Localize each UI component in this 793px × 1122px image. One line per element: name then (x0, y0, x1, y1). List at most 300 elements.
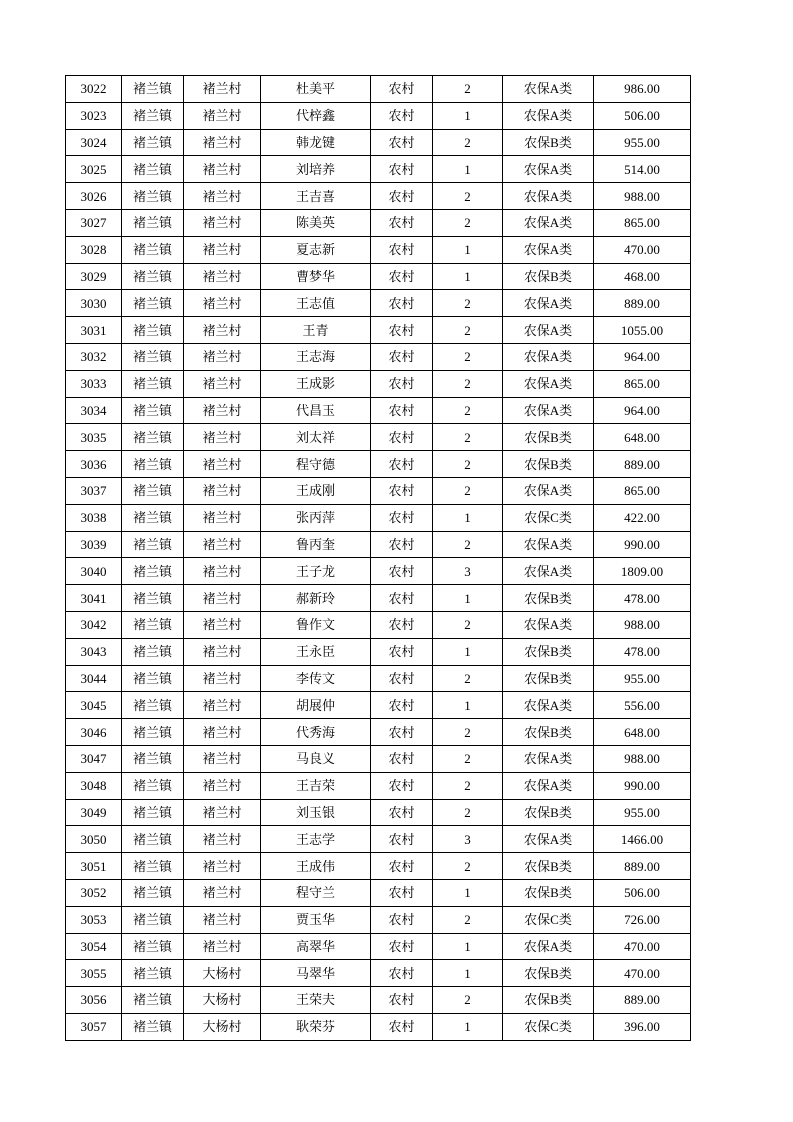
person-name-cell: 王吉荣 (261, 772, 371, 799)
village-cell: 褚兰村 (184, 370, 261, 397)
town-cell: 褚兰镇 (122, 129, 184, 156)
person-name-cell: 马翠华 (261, 960, 371, 987)
table-row (66, 370, 691, 397)
amount-cell: 648.00 (594, 424, 691, 451)
residence-type-cell: 农村 (371, 745, 433, 772)
table-row (66, 397, 691, 424)
amount-cell: 955.00 (594, 129, 691, 156)
person-count-cell: 2 (433, 719, 503, 746)
village-cell: 褚兰村 (184, 879, 261, 906)
serial-number-cell: 3039 (66, 531, 122, 558)
insurance-category-cell: 农保A类 (503, 317, 594, 344)
person-count-cell: 2 (433, 799, 503, 826)
person-count-cell: 2 (433, 772, 503, 799)
insurance-category-cell: 农保B类 (503, 424, 594, 451)
residence-type-cell: 农村 (371, 933, 433, 960)
person-count-cell: 2 (433, 343, 503, 370)
amount-cell: 648.00 (594, 719, 691, 746)
person-name-cell: 代梓鑫 (261, 102, 371, 129)
person-name-cell: 鲁丙奎 (261, 531, 371, 558)
insurance-category-cell: 农保A类 (503, 343, 594, 370)
insurance-category-cell: 农保A类 (503, 370, 594, 397)
table-row (66, 558, 691, 585)
person-name-cell: 王成影 (261, 370, 371, 397)
person-name-cell: 陈美英 (261, 209, 371, 236)
amount-cell: 1055.00 (594, 317, 691, 344)
person-name-cell: 王永臣 (261, 638, 371, 665)
residence-type-cell: 农村 (371, 209, 433, 236)
amount-cell: 990.00 (594, 531, 691, 558)
serial-number-cell: 3051 (66, 853, 122, 880)
residence-type-cell: 农村 (371, 558, 433, 585)
serial-number-cell: 3042 (66, 611, 122, 638)
person-count-cell: 1 (433, 156, 503, 183)
amount-cell: 506.00 (594, 879, 691, 906)
village-cell: 褚兰村 (184, 451, 261, 478)
residence-type-cell: 农村 (371, 370, 433, 397)
amount-cell: 988.00 (594, 183, 691, 210)
insurance-category-cell: 农保B类 (503, 879, 594, 906)
residence-type-cell: 农村 (371, 665, 433, 692)
town-cell: 褚兰镇 (122, 558, 184, 585)
person-name-cell: 杜美平 (261, 76, 371, 103)
person-name-cell: 高翠华 (261, 933, 371, 960)
insurance-category-cell: 农保A类 (503, 933, 594, 960)
serial-number-cell: 3048 (66, 772, 122, 799)
person-count-cell: 3 (433, 826, 503, 853)
table-row (66, 719, 691, 746)
person-name-cell: 刘培养 (261, 156, 371, 183)
village-cell: 褚兰村 (184, 504, 261, 531)
village-cell: 褚兰村 (184, 933, 261, 960)
table-row (66, 531, 691, 558)
residence-type-cell: 农村 (371, 317, 433, 344)
residence-type-cell: 农村 (371, 102, 433, 129)
town-cell: 褚兰镇 (122, 987, 184, 1014)
village-cell: 褚兰村 (184, 585, 261, 612)
person-name-cell: 王志值 (261, 290, 371, 317)
amount-cell: 470.00 (594, 933, 691, 960)
table-row (66, 611, 691, 638)
person-count-cell: 2 (433, 477, 503, 504)
insurance-category-cell: 农保A类 (503, 531, 594, 558)
person-count-cell: 2 (433, 290, 503, 317)
town-cell: 褚兰镇 (122, 879, 184, 906)
insurance-category-cell: 农保A类 (503, 745, 594, 772)
amount-cell: 470.00 (594, 960, 691, 987)
table-row (66, 585, 691, 612)
person-name-cell: 曹梦华 (261, 263, 371, 290)
serial-number-cell: 3049 (66, 799, 122, 826)
table-row (66, 343, 691, 370)
serial-number-cell: 3026 (66, 183, 122, 210)
serial-number-cell: 3052 (66, 879, 122, 906)
village-cell: 褚兰村 (184, 853, 261, 880)
table-row (66, 879, 691, 906)
insurance-category-cell: 农保A类 (503, 826, 594, 853)
table-row (66, 960, 691, 987)
residence-type-cell: 农村 (371, 585, 433, 612)
person-count-cell: 1 (433, 236, 503, 263)
village-cell: 褚兰村 (184, 209, 261, 236)
person-name-cell: 胡展仲 (261, 692, 371, 719)
village-cell: 褚兰村 (184, 719, 261, 746)
insurance-category-cell: 农保C类 (503, 504, 594, 531)
insurance-category-cell: 农保A类 (503, 183, 594, 210)
town-cell: 褚兰镇 (122, 76, 184, 103)
residence-type-cell: 农村 (371, 772, 433, 799)
residence-type-cell: 农村 (371, 183, 433, 210)
serial-number-cell: 3053 (66, 906, 122, 933)
serial-number-cell: 3036 (66, 451, 122, 478)
town-cell: 褚兰镇 (122, 451, 184, 478)
town-cell: 褚兰镇 (122, 719, 184, 746)
serial-number-cell: 3046 (66, 719, 122, 746)
table-row (66, 987, 691, 1014)
insurance-category-cell: 农保B类 (503, 451, 594, 478)
table-body (66, 76, 691, 1041)
table-row (66, 451, 691, 478)
table-row (66, 692, 691, 719)
insurance-category-cell: 农保B类 (503, 665, 594, 692)
town-cell: 褚兰镇 (122, 745, 184, 772)
village-cell: 大杨村 (184, 1013, 261, 1040)
table-row (66, 209, 691, 236)
amount-cell: 514.00 (594, 156, 691, 183)
serial-number-cell: 3044 (66, 665, 122, 692)
town-cell: 褚兰镇 (122, 156, 184, 183)
serial-number-cell: 3037 (66, 477, 122, 504)
insurance-category-cell: 农保C类 (503, 906, 594, 933)
table-row (66, 317, 691, 344)
serial-number-cell: 3023 (66, 102, 122, 129)
person-count-cell: 1 (433, 585, 503, 612)
town-cell: 褚兰镇 (122, 424, 184, 451)
person-count-cell: 2 (433, 531, 503, 558)
insurance-category-cell: 农保A类 (503, 772, 594, 799)
person-name-cell: 刘玉银 (261, 799, 371, 826)
town-cell: 褚兰镇 (122, 853, 184, 880)
residence-type-cell: 农村 (371, 879, 433, 906)
serial-number-cell: 3056 (66, 987, 122, 1014)
amount-cell: 396.00 (594, 1013, 691, 1040)
person-count-cell: 2 (433, 76, 503, 103)
residence-type-cell: 农村 (371, 504, 433, 531)
town-cell: 褚兰镇 (122, 960, 184, 987)
table-row (66, 772, 691, 799)
serial-number-cell: 3040 (66, 558, 122, 585)
person-count-cell: 2 (433, 906, 503, 933)
residence-type-cell: 农村 (371, 692, 433, 719)
person-name-cell: 代昌玉 (261, 397, 371, 424)
town-cell: 褚兰镇 (122, 477, 184, 504)
table-row (66, 504, 691, 531)
town-cell: 褚兰镇 (122, 906, 184, 933)
amount-cell: 865.00 (594, 370, 691, 397)
town-cell: 褚兰镇 (122, 531, 184, 558)
insurance-category-cell: 农保B类 (503, 129, 594, 156)
table-row (66, 263, 691, 290)
person-name-cell: 韩龙键 (261, 129, 371, 156)
person-count-cell: 2 (433, 745, 503, 772)
person-name-cell: 王志海 (261, 343, 371, 370)
person-name-cell: 王荣夫 (261, 987, 371, 1014)
serial-number-cell: 3032 (66, 343, 122, 370)
amount-cell: 470.00 (594, 236, 691, 263)
village-cell: 褚兰村 (184, 397, 261, 424)
serial-number-cell: 3027 (66, 209, 122, 236)
residence-type-cell: 农村 (371, 76, 433, 103)
residence-type-cell: 农村 (371, 987, 433, 1014)
residence-type-cell: 农村 (371, 531, 433, 558)
amount-cell: 865.00 (594, 209, 691, 236)
residence-type-cell: 农村 (371, 236, 433, 263)
table-row (66, 183, 691, 210)
amount-cell: 986.00 (594, 76, 691, 103)
amount-cell: 964.00 (594, 343, 691, 370)
village-cell: 褚兰村 (184, 638, 261, 665)
person-name-cell: 夏志新 (261, 236, 371, 263)
town-cell: 褚兰镇 (122, 585, 184, 612)
serial-number-cell: 3038 (66, 504, 122, 531)
town-cell: 褚兰镇 (122, 102, 184, 129)
village-cell: 褚兰村 (184, 665, 261, 692)
village-cell: 褚兰村 (184, 424, 261, 451)
person-name-cell: 王志学 (261, 826, 371, 853)
residence-type-cell: 农村 (371, 853, 433, 880)
person-name-cell: 王成刚 (261, 477, 371, 504)
person-count-cell: 2 (433, 183, 503, 210)
residence-type-cell: 农村 (371, 424, 433, 451)
amount-cell: 990.00 (594, 772, 691, 799)
person-name-cell: 刘太祥 (261, 424, 371, 451)
serial-number-cell: 3034 (66, 397, 122, 424)
town-cell: 褚兰镇 (122, 183, 184, 210)
amount-cell: 468.00 (594, 263, 691, 290)
village-cell: 褚兰村 (184, 477, 261, 504)
village-cell: 褚兰村 (184, 236, 261, 263)
table-row (66, 424, 691, 451)
town-cell: 褚兰镇 (122, 692, 184, 719)
person-name-cell: 王吉喜 (261, 183, 371, 210)
serial-number-cell: 3031 (66, 317, 122, 344)
village-cell: 褚兰村 (184, 76, 261, 103)
town-cell: 褚兰镇 (122, 638, 184, 665)
town-cell: 褚兰镇 (122, 933, 184, 960)
village-cell: 褚兰村 (184, 826, 261, 853)
person-name-cell: 郝新玲 (261, 585, 371, 612)
insurance-category-cell: 农保B类 (503, 987, 594, 1014)
table-row (66, 933, 691, 960)
serial-number-cell: 3054 (66, 933, 122, 960)
town-cell: 褚兰镇 (122, 772, 184, 799)
village-cell: 褚兰村 (184, 343, 261, 370)
person-count-cell: 1 (433, 879, 503, 906)
village-cell: 褚兰村 (184, 611, 261, 638)
table-row (66, 665, 691, 692)
person-name-cell: 李传文 (261, 665, 371, 692)
town-cell: 褚兰镇 (122, 209, 184, 236)
person-count-cell: 2 (433, 317, 503, 344)
table-row (66, 76, 691, 103)
residence-type-cell: 农村 (371, 397, 433, 424)
village-cell: 褚兰村 (184, 290, 261, 317)
serial-number-cell: 3050 (66, 826, 122, 853)
insurance-category-cell: 农保A类 (503, 611, 594, 638)
village-cell: 褚兰村 (184, 745, 261, 772)
serial-number-cell: 3047 (66, 745, 122, 772)
person-count-cell: 2 (433, 987, 503, 1014)
person-count-cell: 2 (433, 451, 503, 478)
insurance-category-cell: 农保C类 (503, 1013, 594, 1040)
residence-type-cell: 农村 (371, 906, 433, 933)
village-cell: 褚兰村 (184, 772, 261, 799)
insurance-category-cell: 农保A类 (503, 76, 594, 103)
amount-cell: 889.00 (594, 987, 691, 1014)
village-cell: 褚兰村 (184, 102, 261, 129)
amount-cell: 726.00 (594, 906, 691, 933)
village-cell: 褚兰村 (184, 129, 261, 156)
village-cell: 褚兰村 (184, 692, 261, 719)
benefits-table (65, 75, 691, 1041)
person-count-cell: 1 (433, 263, 503, 290)
table-row (66, 290, 691, 317)
village-cell: 大杨村 (184, 960, 261, 987)
town-cell: 褚兰镇 (122, 236, 184, 263)
insurance-category-cell: 农保B类 (503, 960, 594, 987)
person-name-cell: 王子龙 (261, 558, 371, 585)
person-name-cell: 贾玉华 (261, 906, 371, 933)
amount-cell: 1466.00 (594, 826, 691, 853)
town-cell: 褚兰镇 (122, 504, 184, 531)
person-count-cell: 3 (433, 558, 503, 585)
insurance-category-cell: 农保A类 (503, 397, 594, 424)
residence-type-cell: 农村 (371, 343, 433, 370)
town-cell: 褚兰镇 (122, 799, 184, 826)
table-row (66, 745, 691, 772)
table-row (66, 906, 691, 933)
serial-number-cell: 3055 (66, 960, 122, 987)
amount-cell: 955.00 (594, 799, 691, 826)
village-cell: 褚兰村 (184, 799, 261, 826)
town-cell: 褚兰镇 (122, 290, 184, 317)
town-cell: 褚兰镇 (122, 343, 184, 370)
person-count-cell: 2 (433, 611, 503, 638)
serial-number-cell: 3057 (66, 1013, 122, 1040)
person-count-cell: 1 (433, 504, 503, 531)
table-row (66, 799, 691, 826)
residence-type-cell: 农村 (371, 719, 433, 746)
amount-cell: 955.00 (594, 665, 691, 692)
insurance-category-cell: 农保B类 (503, 585, 594, 612)
amount-cell: 889.00 (594, 853, 691, 880)
person-count-cell: 1 (433, 102, 503, 129)
amount-cell: 988.00 (594, 611, 691, 638)
serial-number-cell: 3030 (66, 290, 122, 317)
amount-cell: 1809.00 (594, 558, 691, 585)
insurance-category-cell: 农保B类 (503, 719, 594, 746)
amount-cell: 506.00 (594, 102, 691, 129)
amount-cell: 889.00 (594, 290, 691, 317)
village-cell: 褚兰村 (184, 263, 261, 290)
town-cell: 褚兰镇 (122, 1013, 184, 1040)
insurance-category-cell: 农保A类 (503, 156, 594, 183)
residence-type-cell: 农村 (371, 290, 433, 317)
residence-type-cell: 农村 (371, 638, 433, 665)
residence-type-cell: 农村 (371, 826, 433, 853)
table-row (66, 129, 691, 156)
serial-number-cell: 3045 (66, 692, 122, 719)
amount-cell: 478.00 (594, 585, 691, 612)
town-cell: 褚兰镇 (122, 397, 184, 424)
town-cell: 褚兰镇 (122, 611, 184, 638)
town-cell: 褚兰镇 (122, 317, 184, 344)
serial-number-cell: 3035 (66, 424, 122, 451)
serial-number-cell: 3029 (66, 263, 122, 290)
residence-type-cell: 农村 (371, 129, 433, 156)
residence-type-cell: 农村 (371, 263, 433, 290)
village-cell: 褚兰村 (184, 156, 261, 183)
person-count-cell: 2 (433, 853, 503, 880)
insurance-category-cell: 农保A类 (503, 102, 594, 129)
table-row (66, 826, 691, 853)
insurance-category-cell: 农保A类 (503, 477, 594, 504)
insurance-category-cell: 农保B类 (503, 263, 594, 290)
serial-number-cell: 3041 (66, 585, 122, 612)
person-count-cell: 2 (433, 209, 503, 236)
person-name-cell: 王青 (261, 317, 371, 344)
person-name-cell: 耿荣芬 (261, 1013, 371, 1040)
table-row (66, 1013, 691, 1040)
serial-number-cell: 3043 (66, 638, 122, 665)
person-count-cell: 1 (433, 638, 503, 665)
amount-cell: 865.00 (594, 477, 691, 504)
table-row (66, 102, 691, 129)
person-count-cell: 1 (433, 960, 503, 987)
person-count-cell: 2 (433, 370, 503, 397)
residence-type-cell: 农村 (371, 960, 433, 987)
amount-cell: 889.00 (594, 451, 691, 478)
amount-cell: 422.00 (594, 504, 691, 531)
village-cell: 褚兰村 (184, 183, 261, 210)
town-cell: 褚兰镇 (122, 370, 184, 397)
table-row (66, 156, 691, 183)
person-name-cell: 程守兰 (261, 879, 371, 906)
serial-number-cell: 3022 (66, 76, 122, 103)
insurance-category-cell: 农保B类 (503, 799, 594, 826)
serial-number-cell: 3025 (66, 156, 122, 183)
village-cell: 褚兰村 (184, 317, 261, 344)
person-name-cell: 程守德 (261, 451, 371, 478)
village-cell: 褚兰村 (184, 531, 261, 558)
person-name-cell: 鲁作文 (261, 611, 371, 638)
person-count-cell: 1 (433, 933, 503, 960)
person-count-cell: 2 (433, 397, 503, 424)
amount-cell: 478.00 (594, 638, 691, 665)
table-row (66, 236, 691, 263)
insurance-category-cell: 农保A类 (503, 236, 594, 263)
residence-type-cell: 农村 (371, 477, 433, 504)
table-row (66, 638, 691, 665)
village-cell: 褚兰村 (184, 558, 261, 585)
residence-type-cell: 农村 (371, 451, 433, 478)
insurance-category-cell: 农保A类 (503, 558, 594, 585)
person-name-cell: 马良义 (261, 745, 371, 772)
village-cell: 大杨村 (184, 987, 261, 1014)
person-count-cell: 2 (433, 665, 503, 692)
residence-type-cell: 农村 (371, 1013, 433, 1040)
table-row (66, 853, 691, 880)
